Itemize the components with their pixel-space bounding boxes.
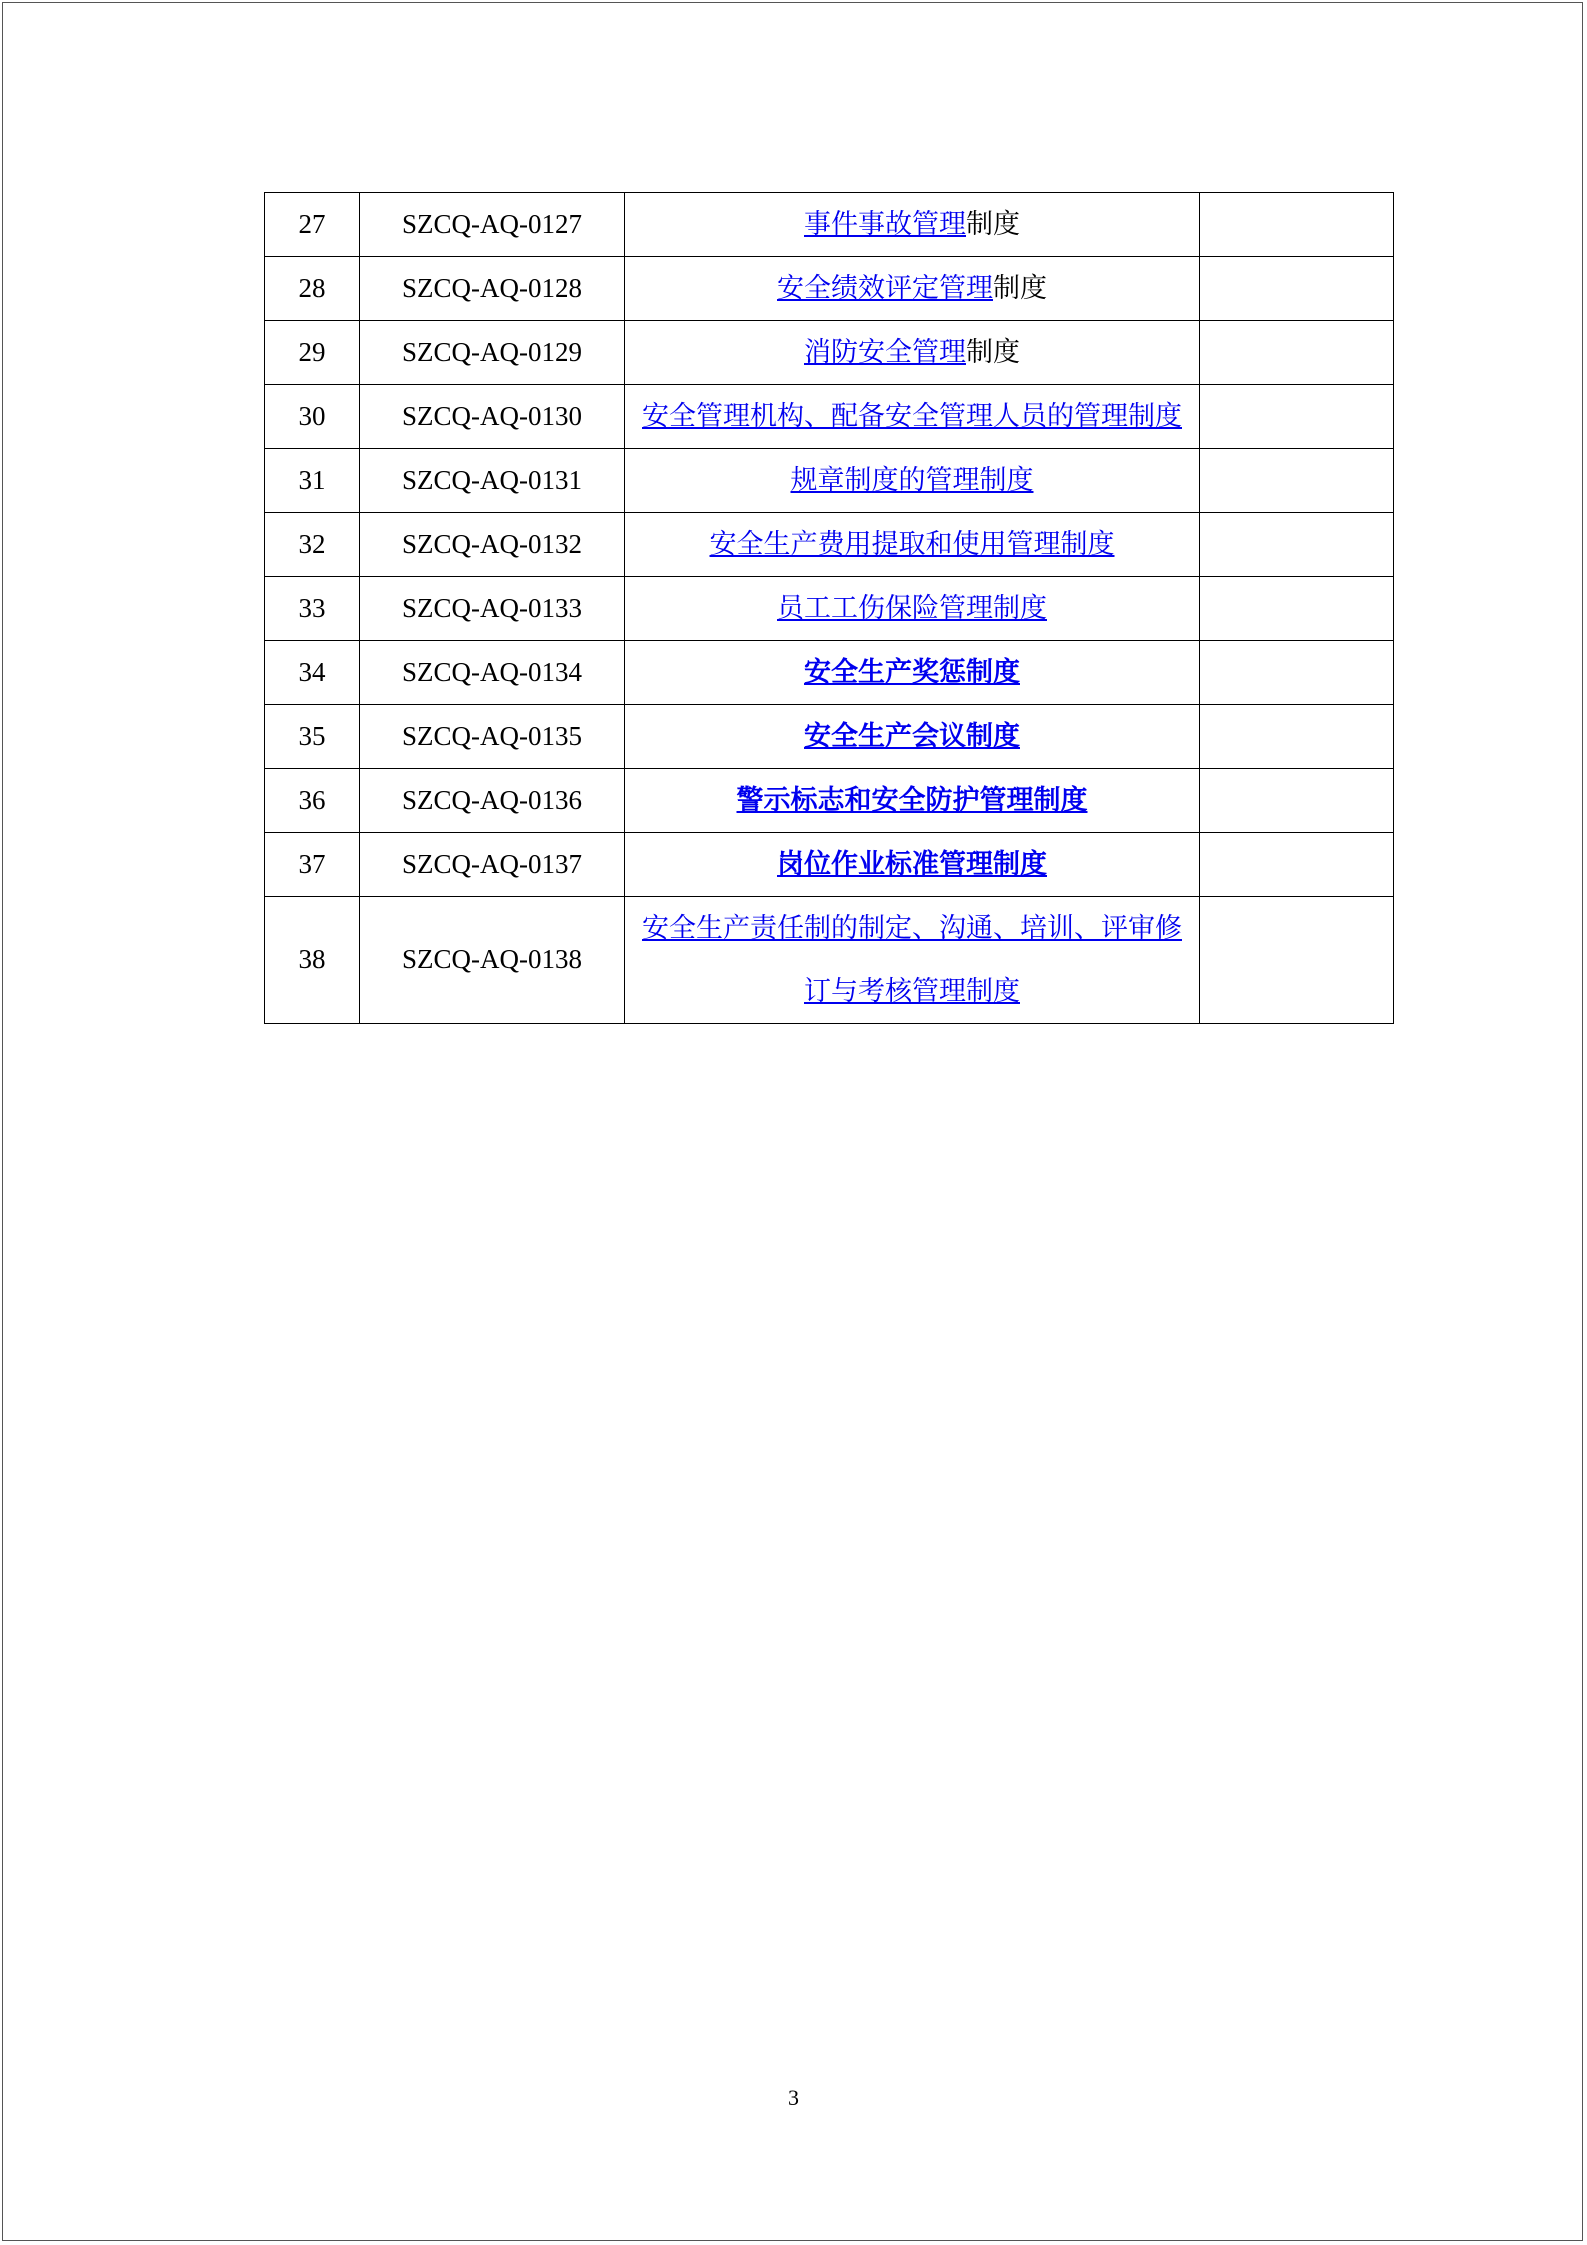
remarks-cell xyxy=(1200,257,1394,321)
row-number-cell: 36 xyxy=(265,769,360,833)
remarks-cell xyxy=(1200,513,1394,577)
table-row xyxy=(265,385,1394,449)
document-code-cell: SZCQ-AQ-0128 xyxy=(360,257,625,321)
row-number-cell: 37 xyxy=(265,833,360,897)
remarks-cell xyxy=(1200,385,1394,449)
row-number-cell: 27 xyxy=(265,193,360,257)
remarks-cell xyxy=(1200,833,1394,897)
document-link[interactable]: 警示标志和安全防护管理制度 xyxy=(736,785,1088,816)
row-number-cell: 35 xyxy=(265,705,360,769)
document-title xyxy=(642,385,1182,448)
document-title-cell xyxy=(625,449,1200,513)
document-title-cell xyxy=(625,769,1200,833)
row-number-cell: 28 xyxy=(265,257,360,321)
document-title xyxy=(737,769,1088,832)
document-title-cell xyxy=(625,577,1200,641)
table-row xyxy=(265,193,1394,257)
document-code-cell: SZCQ-AQ-0137 xyxy=(360,833,625,897)
document-link[interactable]: 安全生产责任制的制定、沟通、培训、评审修订与考核管理制度 xyxy=(642,913,1182,1007)
table-row xyxy=(265,321,1394,385)
document-link[interactable]: 安全生产会议制度 xyxy=(804,721,1020,752)
document-link[interactable]: 安全绩效评定管理 xyxy=(777,273,993,304)
row-number-cell: 38 xyxy=(265,897,360,1024)
document-title-cell xyxy=(625,705,1200,769)
document-code-cell: SZCQ-AQ-0134 xyxy=(360,641,625,705)
row-number-cell: 31 xyxy=(265,449,360,513)
table-row xyxy=(265,833,1394,897)
document-code-cell: SZCQ-AQ-0129 xyxy=(360,321,625,385)
row-number-cell: 32 xyxy=(265,513,360,577)
document-code-cell: SZCQ-AQ-0135 xyxy=(360,705,625,769)
document-link[interactable]: 规章制度的管理制度 xyxy=(790,465,1034,496)
page-number: 3 xyxy=(788,2085,799,2110)
table-row xyxy=(265,641,1394,705)
document-title-cell xyxy=(625,193,1200,257)
remarks-cell xyxy=(1200,641,1394,705)
document-title xyxy=(804,705,1020,768)
remarks-cell xyxy=(1200,449,1394,513)
document-title xyxy=(804,321,1020,384)
document-title-cell xyxy=(625,257,1200,321)
document-title xyxy=(777,257,1047,320)
table-row xyxy=(265,897,1394,1024)
document-title-cell xyxy=(625,385,1200,449)
document-title-cell xyxy=(625,897,1200,1024)
table-row xyxy=(265,577,1394,641)
table-row xyxy=(265,769,1394,833)
row-number-cell: 30 xyxy=(265,385,360,449)
remarks-cell xyxy=(1200,897,1394,1024)
remarks-cell xyxy=(1200,321,1394,385)
document-title-cell xyxy=(625,321,1200,385)
row-number-cell: 29 xyxy=(265,321,360,385)
remarks-cell xyxy=(1200,577,1394,641)
document-title-cell xyxy=(625,833,1200,897)
table-row xyxy=(265,705,1394,769)
document-code-cell: SZCQ-AQ-0138 xyxy=(360,897,625,1024)
document-code-cell: SZCQ-AQ-0133 xyxy=(360,577,625,641)
document-link[interactable]: 安全生产奖惩制度 xyxy=(804,657,1020,688)
row-number-cell: 33 xyxy=(265,577,360,641)
table-body xyxy=(265,193,1394,1024)
document-index-table xyxy=(264,192,1394,1024)
document-title-cell xyxy=(625,513,1200,577)
table-row xyxy=(265,513,1394,577)
document-title xyxy=(804,641,1020,704)
document-title xyxy=(791,449,1034,512)
document-code-cell: SZCQ-AQ-0131 xyxy=(360,449,625,513)
document-link[interactable]: 安全管理机构、配备安全管理人员的管理制度 xyxy=(642,401,1182,432)
remarks-cell xyxy=(1200,193,1394,257)
document-title-suffix: 制度 xyxy=(966,337,1020,368)
document-code-cell: SZCQ-AQ-0132 xyxy=(360,513,625,577)
document-title-suffix: 制度 xyxy=(993,273,1047,304)
document-code-cell: SZCQ-AQ-0136 xyxy=(360,769,625,833)
document-title xyxy=(642,897,1182,1023)
document-title xyxy=(804,193,1020,256)
document-link[interactable]: 消防安全管理 xyxy=(804,337,966,368)
document-code-cell: SZCQ-AQ-0130 xyxy=(360,385,625,449)
document-title-suffix: 制度 xyxy=(966,209,1020,240)
table-row xyxy=(265,257,1394,321)
document-link[interactable]: 岗位作业标准管理制度 xyxy=(777,849,1047,880)
row-number-cell: 34 xyxy=(265,641,360,705)
document-link[interactable]: 员工工伤保险管理制度 xyxy=(777,593,1047,624)
document-link[interactable]: 事件事故管理 xyxy=(804,209,966,240)
remarks-cell xyxy=(1200,705,1394,769)
document-link[interactable]: 安全生产费用提取和使用管理制度 xyxy=(709,529,1115,560)
document-code-cell: SZCQ-AQ-0127 xyxy=(360,193,625,257)
table-row xyxy=(265,449,1394,513)
document-title xyxy=(777,577,1047,640)
document-title-cell xyxy=(625,641,1200,705)
document-title xyxy=(710,513,1115,576)
remarks-cell xyxy=(1200,769,1394,833)
document-title xyxy=(777,833,1047,896)
